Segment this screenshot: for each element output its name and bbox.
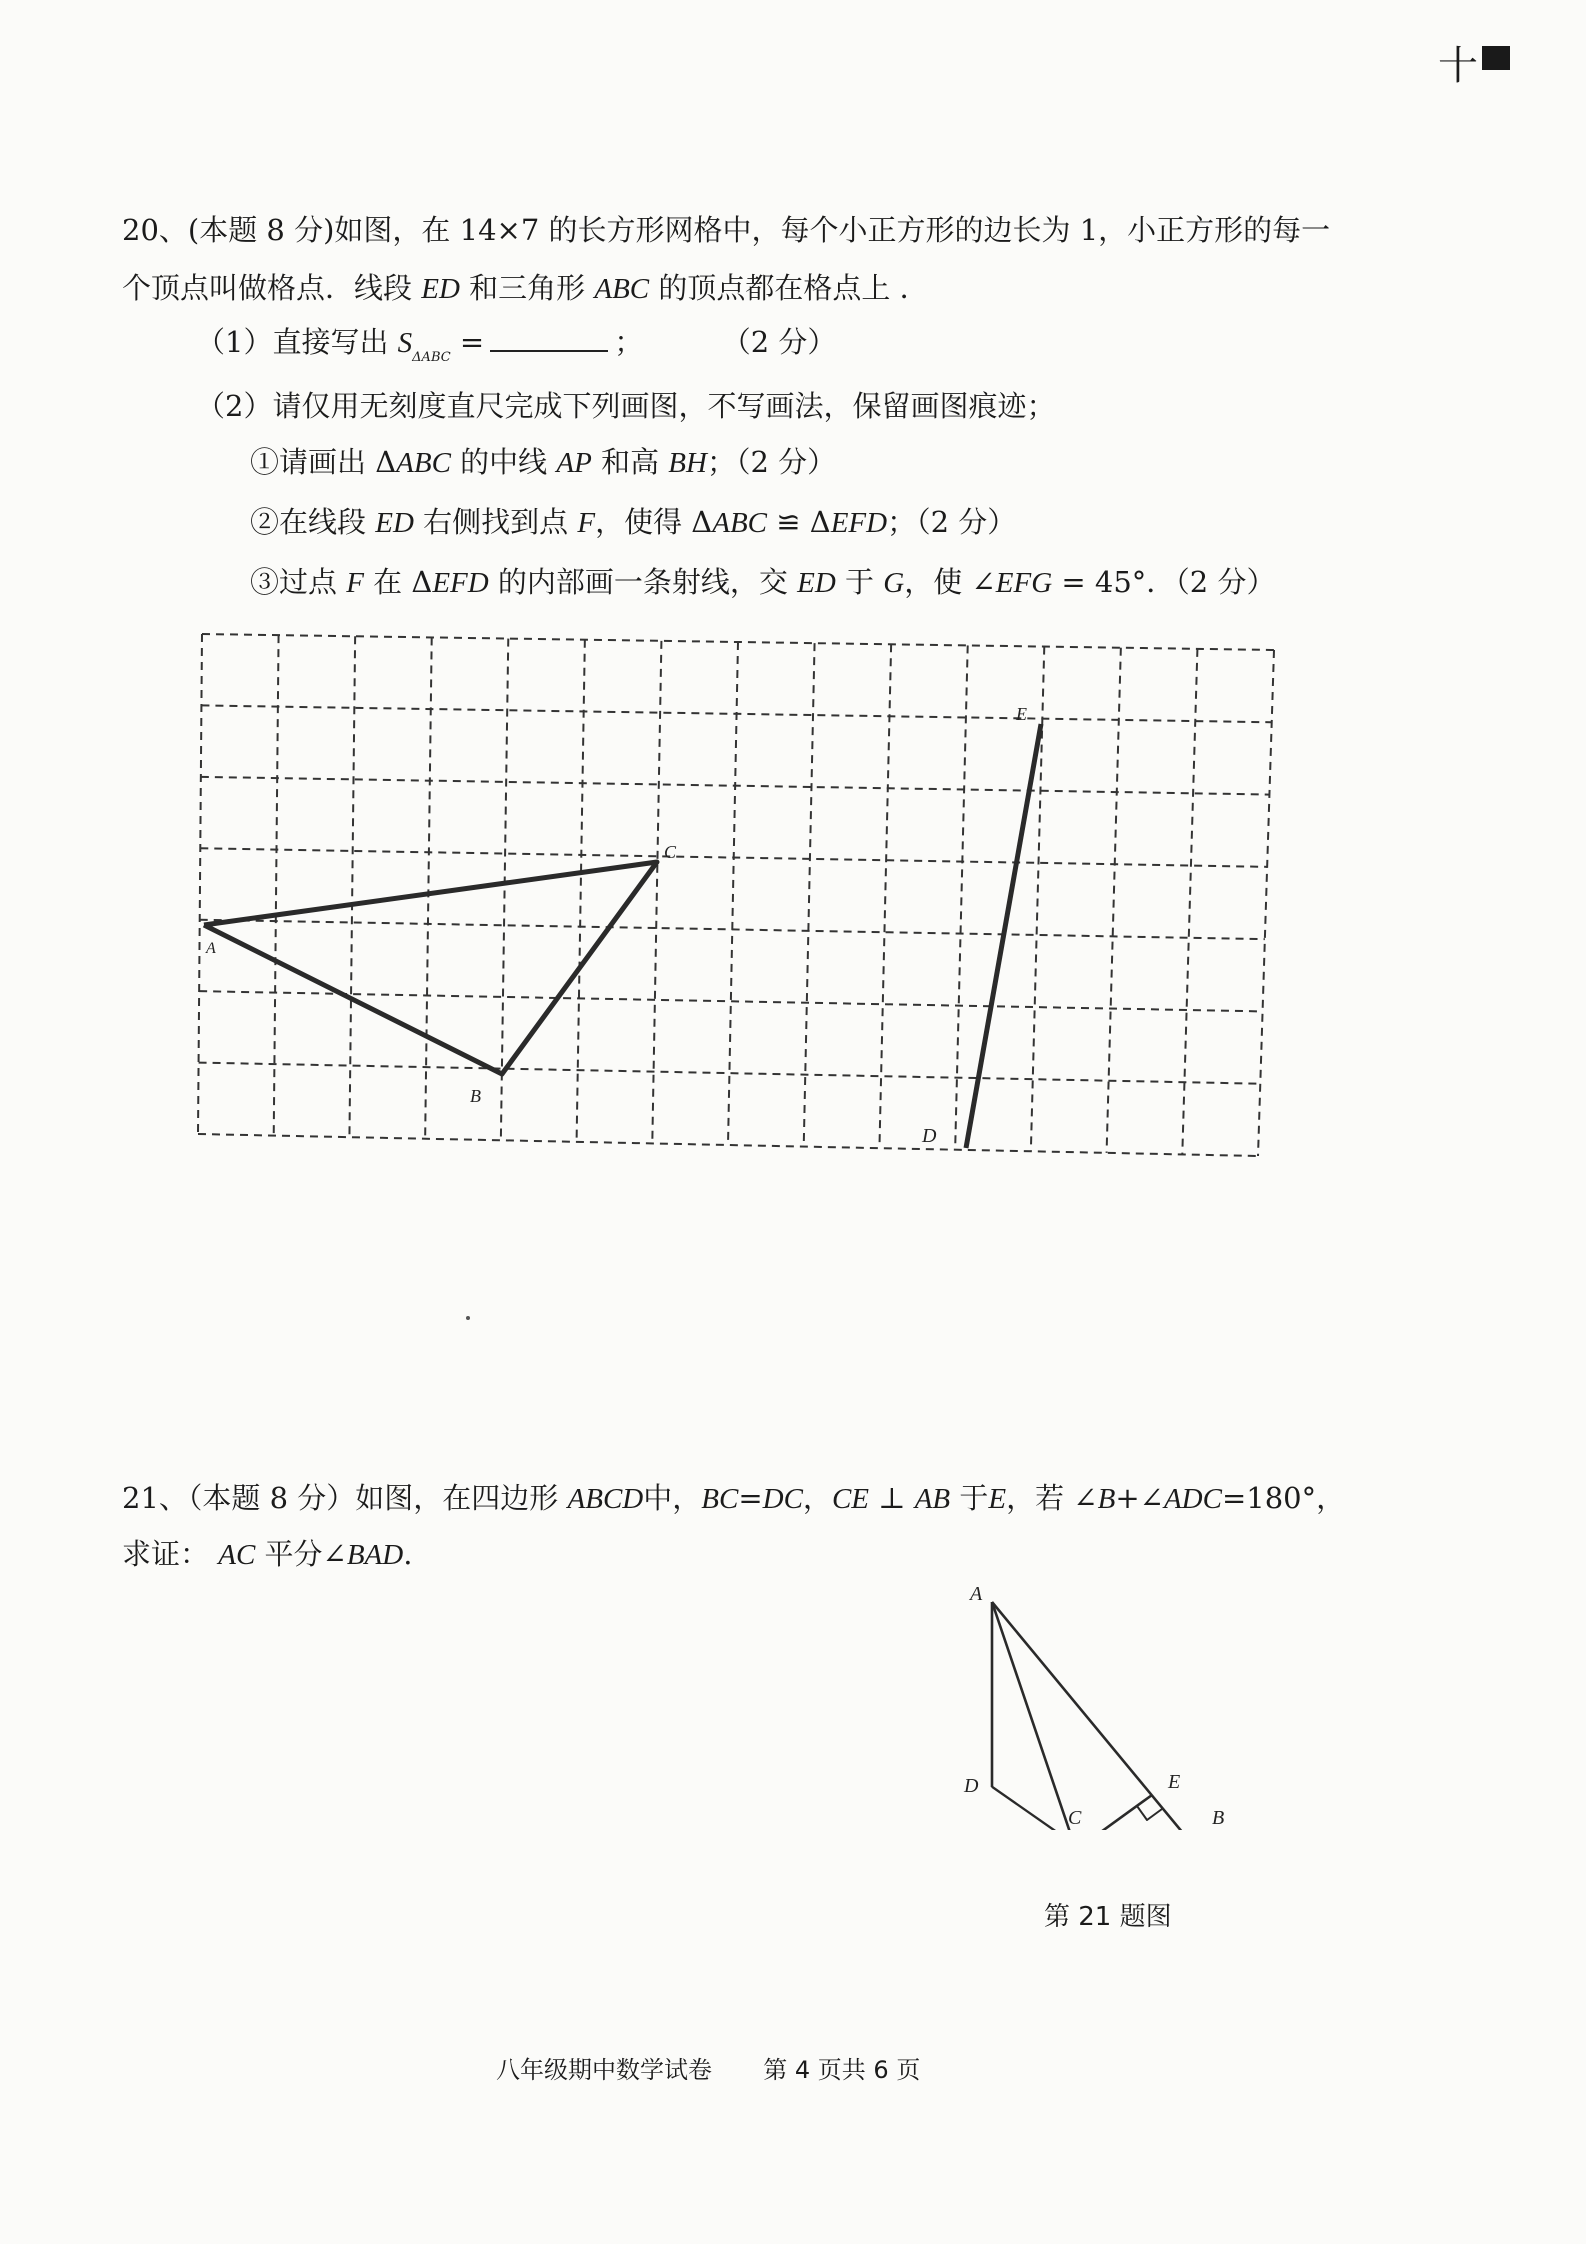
- q20-part1: （1）直接写出 $S_{\Delta ABC}$ = ； （2 分）: [196, 325, 837, 365]
- grid-vertical-line: [425, 637, 432, 1138]
- page-footer: [496, 2050, 920, 2085]
- triangle-abc: [204, 862, 657, 1074]
- fig21-label-d: D: [964, 1775, 979, 1797]
- grid-vertical-line: [1031, 647, 1044, 1152]
- grid-vertical-line: [1182, 649, 1197, 1155]
- q20-header: 20、(本题 8 分)如图，在 14×7 的长方形网格中，每个小正方形的边长为 1，小正方形的每一: [122, 213, 1331, 247]
- grid-horizontal-line: [200, 848, 1267, 867]
- grid-vertical-line: [577, 640, 585, 1142]
- footer-exam-title: 八年级期中数学试卷: [496, 2056, 712, 2084]
- grid-vertical-line: [349, 636, 355, 1137]
- segment-ab: [992, 1602, 1202, 1830]
- grid-vertical-line: [198, 634, 202, 1134]
- label-e: E: [1016, 704, 1027, 724]
- grid-horizontal-line: [201, 777, 1270, 795]
- fig21-label-c: C: [1068, 1807, 1082, 1829]
- q20-subquestion-1: ①请画出 ΔABC 的中线 AP 和高 BH；（2 分）: [250, 445, 837, 479]
- right-angle-mark: [1137, 1806, 1162, 1820]
- q20-subquestion-2: ②在线段 ED 右侧找到点 F，使得 ΔABC ≌ ΔEFD；（2 分）: [250, 505, 1017, 539]
- grid-vertical-line: [955, 645, 968, 1149]
- label-b: B: [470, 1086, 481, 1106]
- corner-cross-text: 十: [1438, 43, 1478, 89]
- label-d: D: [922, 1125, 937, 1147]
- answer-blank[interactable]: [490, 328, 608, 352]
- q20-grid-figure: [190, 620, 1300, 1180]
- footer-page-number: 第 4 页共 6 页: [763, 2056, 921, 2084]
- triangle-abc-sides: [204, 862, 657, 1074]
- q20-part2: （2）请仅用无刻度直尺完成下列画图，不写画法，保留画图痕迹；: [196, 389, 1056, 423]
- scan-dot: [466, 1316, 470, 1320]
- fig21-label-e: E: [1168, 1771, 1181, 1793]
- q20-subquestion-3: ③过点 F 在 ΔEFD 的内部画一条射线，交 ED 于 G，使 ∠EFG = 45°．（2 分）: [250, 565, 1276, 599]
- label-a: A: [206, 940, 216, 957]
- q21-figure: [950, 1570, 1250, 1830]
- grid-vertical-line: [728, 642, 738, 1145]
- corner-registration-mark: [1438, 40, 1512, 89]
- grid-vertical-line: [652, 641, 661, 1144]
- corner-black-block: [1482, 46, 1510, 70]
- q21-line2: 求证： AC 平分∠BAD.: [122, 1537, 413, 1571]
- grid-vertical-line: [274, 635, 279, 1135]
- grid-vertical-line: [1258, 650, 1274, 1156]
- label-c: C: [664, 842, 677, 862]
- grid-vertical-line: [804, 643, 815, 1146]
- grid-vertical-line: [879, 644, 891, 1148]
- q20-header-line2: 个顶点叫做格点．线段 ED 和三角形 ABC 的顶点都在格点上 ．: [122, 271, 929, 305]
- q21-line1: 21、（本题 8 分）如图，在四边形 ABCD中，BC=DC，CE ⊥ AB 于E，若 ∠B+∠ADC=180°，: [122, 1481, 1346, 1515]
- segment-ed: [966, 724, 1041, 1148]
- grid-dashed-lines: [198, 634, 1274, 1156]
- fig21-label-b: B: [1212, 1807, 1225, 1829]
- q21-figure-caption: 第 21 题图: [1044, 1902, 1172, 1932]
- segment-dc: [992, 1787, 1076, 1830]
- grid-vertical-line: [1107, 648, 1121, 1153]
- fig21-label-a: A: [970, 1583, 983, 1605]
